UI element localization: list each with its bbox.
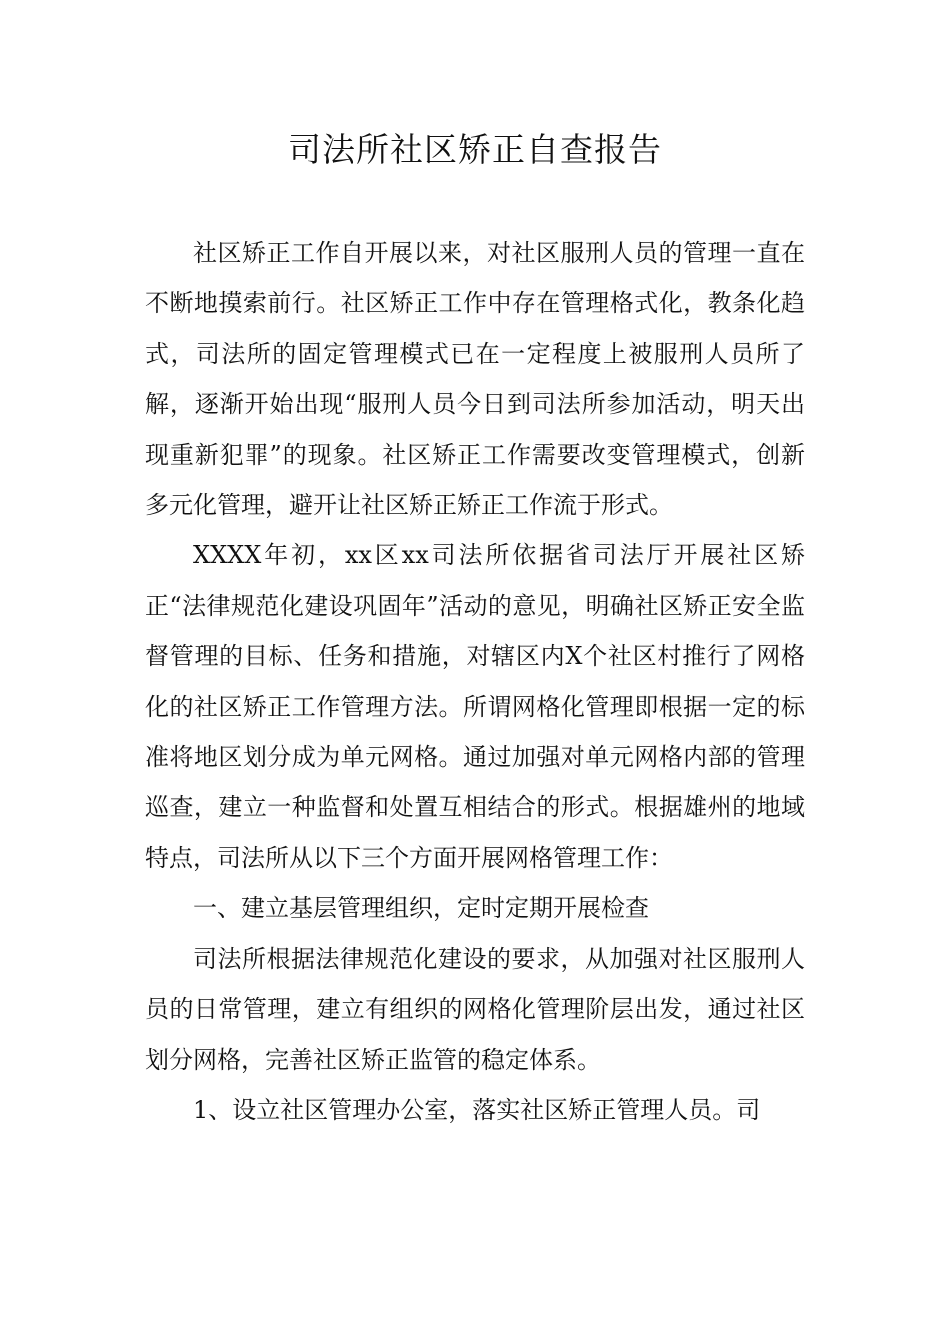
paragraph: 司法所根据法律规范化建设的要求，从加强对社区服刑人员的日常管理，建立有组织的网格化管理阶层出发，通过社区划分网格，完善社区矫正监管的稳定体系。 — [145, 944, 805, 1074]
document-title: 司法所社区矫正自查报告 — [288, 130, 662, 169]
paragraph: 社区矫正工作自开展以来，对社区服刑人员的管理一直在不断地摸索前行。社区矫正工作中存在管理格式化，教条化趋式，司法所的固定管理模式已在一定程度上被服刑人员所了解，逐渐开始出现“服刑人员今日到司法所参加活动，明天出现重新犯罪”的现象。社区矫正工作需要改变管理模式，创新多元化管理，避开让社区矫正矫正工作流于形式。 — [145, 239, 805, 520]
section-heading: 一、建立基层管理组织，定时定期开展检查 — [193, 894, 649, 923]
paragraph: 1、设立社区管理办公室，落实社区矫正管理人员。司 — [193, 1095, 761, 1124]
paragraph: XXXX年初，xx区xx司法所依据省司法厅开展社区矫正“法律规范化建设巩固年”活动的意见，明确社区矫正安全监督管理的目标、任务和措施，对辖区内X个社区村推行了网格化的社区矫正工作管理方法。所谓网格化管理即根据一定的标准将地区划分成为单元网格。通过加强对单元网格内部的管理巡查，建立一种监督和处置互相结合的形式。根据雄州的地域特点，司法所从以下三个方面开展网格管理工作： — [145, 541, 805, 872]
document-body — [145, 228, 805, 1135]
